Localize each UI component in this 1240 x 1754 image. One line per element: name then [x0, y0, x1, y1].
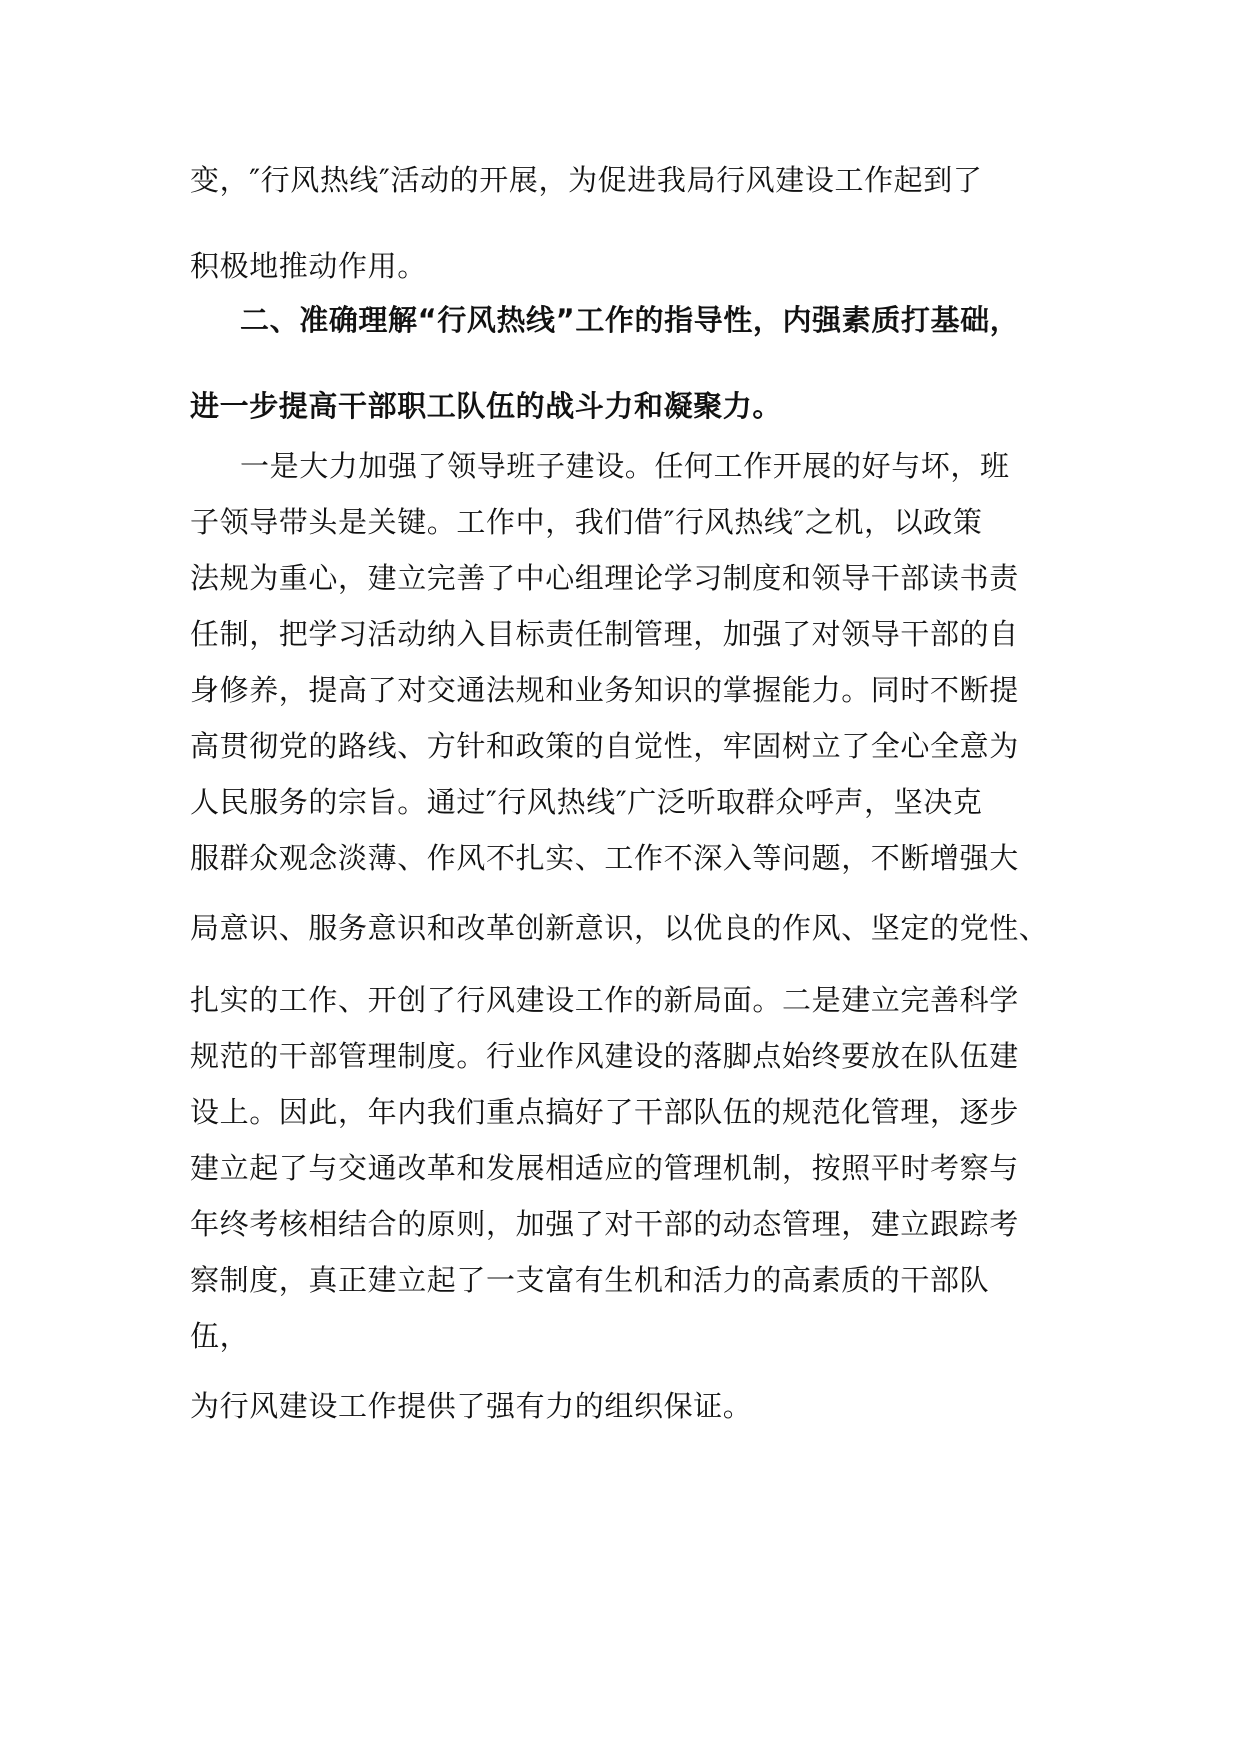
text-line-6: 子领导带头是关键。工作中，我们借″行风热线″之机，以政策	[190, 505, 983, 539]
text-line-21: 为行风建设工作提供了强有力的组织保证。	[190, 1389, 753, 1423]
text-line-2: 积极地推动作用。	[190, 249, 427, 283]
text-line-20: 伍，	[190, 1319, 250, 1353]
section-heading-line-1: 二、准确理解“行风热线”工作的指导性，内强素质打基础，	[240, 303, 1020, 337]
text-line-1: 变，″行风热线″活动的开展，为促进我局行风建设工作起到了	[190, 163, 983, 197]
text-line-13: 局意识、服务意识和改革创新意识，以优良的作风、坚定的党性、	[190, 911, 1049, 945]
text-line-17: 建立起了与交通改革和发展相适应的管理机制，按照平时考察与	[190, 1151, 1019, 1185]
text-line-19: 察制度，真正建立起了一支富有生机和活力的高素质的干部队	[190, 1263, 990, 1297]
text-line-10: 高贯彻党的路线、方针和政策的自觉性，牢固树立了全心全意为	[190, 729, 1019, 763]
text-line-18: 年终考核相结合的原则，加强了对干部的动态管理，建立跟踪考	[190, 1207, 1019, 1241]
text-line-8: 任制，把学习活动纳入目标责任制管理，加强了对领导干部的自	[190, 617, 1019, 651]
section-heading-line-2: 进一步提高干部职工队伍的战斗力和凝聚力。	[190, 389, 783, 423]
text-line-11: 人民服务的宗旨。通过″行风热线″广泛听取群众呼声，坚决克	[190, 785, 983, 819]
text-line-7: 法规为重心，建立完善了中心组理论学习制度和领导干部读书责	[190, 561, 1019, 595]
text-line-12: 服群众观念淡薄、作风不扎实、工作不深入等问题，不断增强大	[190, 841, 1019, 875]
text-line-16: 设上。因此，年内我们重点搞好了干部队伍的规范化管理，逐步	[190, 1095, 1019, 1129]
text-line-9: 身修养，提高了对交通法规和业务知识的掌握能力。同时不断提	[190, 673, 1019, 707]
text-line-14: 扎实的工作、开创了行风建设工作的新局面。二是建立完善科学	[190, 983, 1019, 1017]
text-line-15: 规范的干部管理制度。行业作风建设的落脚点始终要放在队伍建	[190, 1039, 1019, 1073]
text-line-5: 一是大力加强了领导班子建设。任何工作开展的好与坏，班	[240, 449, 1010, 483]
